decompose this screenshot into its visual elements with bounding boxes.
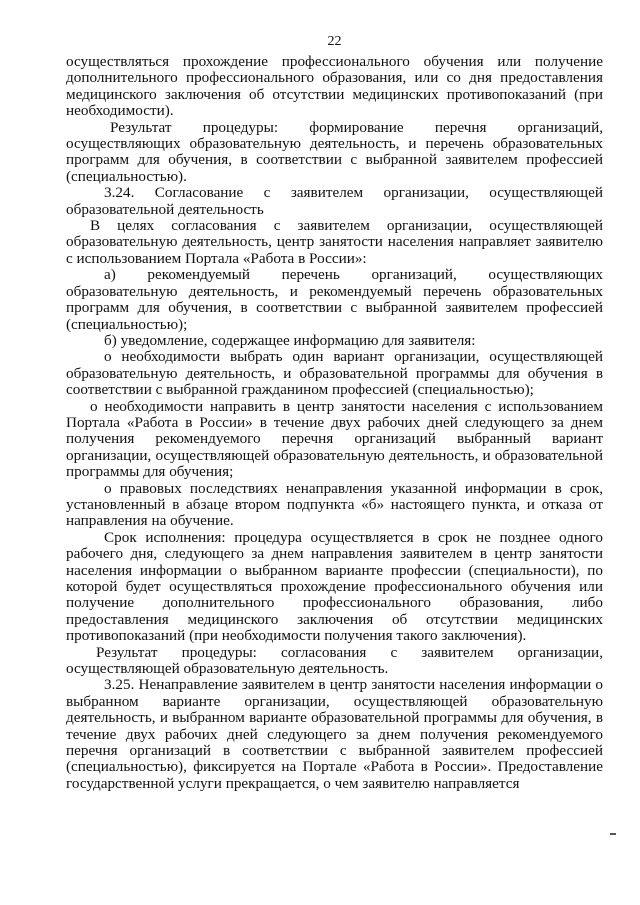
paragraph-deadline: Срок исполнения: процедура осуществляется в срок не позднее одного рабочего дня, следующего за днем направления заявителем в центр занятости населения информации о выбранном варианте профессии (специальности), по которой будет осуществляться прохождение профессионального обучения или получение дополнительного профессионального образования, либо предоставления медицинского заключения об отсутствии медицинских противопоказаний (при необходимости получения такого заключения). [66,528,603,645]
paragraph: о необходимости направить в центр занятости населения с использованием Портала «Работа в России» в течение двух рабочих дней следующего за днем получения рекомендуемого перечня организаций выбранный вариант организации, осуществляющей образовательную деятельность, и образовательной программы для обучения; [66,397,603,481]
list-item-a: а) рекомендуемый перечень организаций, осуществляющих образовательную деятельность, и рекомендуемый перечень образовательных программ для обучения, в соответствии с выбранной заявителем профессией (специальностью); [66,266,603,333]
page-number: 22 [327,34,342,49]
scan-artifact [610,833,616,835]
document-body [66,54,603,792]
paragraph: В целях согласования с заявителем организации, осуществляющей образовательную деятельность, центр занятости населения направляет заявителю с использованием Портала «Работа в России»: [66,217,603,267]
section-heading-3-25: 3.25. Ненаправление заявителем в центр занятости населения информации о выбранном варианте организации, осуществляющей образовательную деятельность, и выбранном варианте образовательной программы для обучения, в течение двух рабочих дней следующего за днем получения рекомендуемого перечня организаций в соответствии с выбранной заявителем профессией (специальностью), фиксируется на Портале «Работа в России». Предоставление государственной услуги прекращается, о чем заявителю направляется [66,676,603,792]
paragraph: о необходимости выбрать один вариант организации, осуществляющей образовательную деятельность, и образовательной программы для обучения в соответствии с выбранной гражданином профессией (специальностью); [66,348,603,399]
paragraph: Результат процедуры: формирование перечня организаций, осуществляющих образовательную деятельность, и перечень образовательных программ для обучения, в соответствии с выбранной заявителем профессией (специальностью). [66,118,603,185]
section-heading-3-24: 3.24. Согласование с заявителем организации, осуществляющей образовательной деятельность [66,184,603,218]
paragraph: о правовых последствиях ненаправления указанной информации в срок, установленный в абзаце втором подпункта «б» настоящего пункта, и отказа от направления на обучение. [66,479,603,530]
paragraph-result: Результат процедуры: согласования с заявителем организации, осуществляющей образовательную деятельность. [66,643,603,678]
paragraph: осуществляться прохождение профессионального обучения или получение дополнительного профессионального образования, или со дня предоставления медицинского заключения об отсутствии медицинских противопоказаний (при необходимости). [66,53,603,120]
list-item-b: б) уведомление, содержащее информацию для заявителя: [104,331,476,349]
